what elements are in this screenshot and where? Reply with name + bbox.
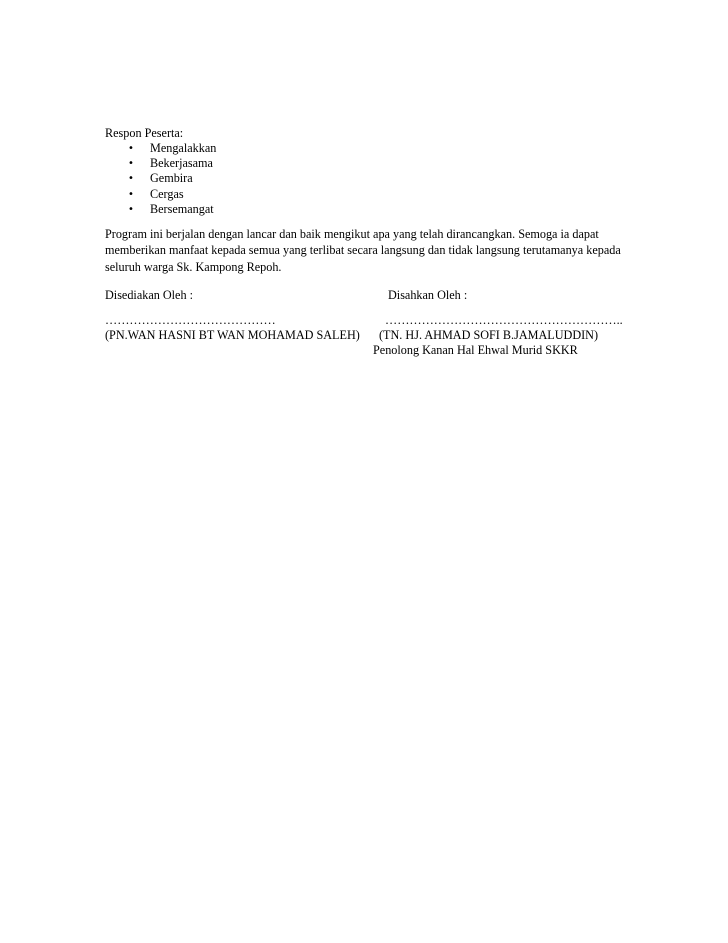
- bullet-icon: •: [128, 158, 134, 170]
- list-item: [128, 201, 214, 217]
- list-item: [128, 186, 184, 202]
- bullet-icon: •: [128, 203, 134, 215]
- list-item-text: Cergas: [150, 186, 184, 201]
- summary-paragraph: [105, 226, 625, 275]
- list-item: [128, 156, 213, 171]
- prepared-signature-line: ……………………………………: [105, 313, 276, 327]
- list-item: [128, 141, 217, 156]
- list-item-text: Bekerjasama: [150, 156, 213, 171]
- list-item-text: Gembira: [150, 171, 193, 186]
- paragraph-line: memberikan manfaat kepada semua yang terlibat secara langsung dan tidak langsung terutamanya kepada: [105, 243, 621, 258]
- bullet-icon: •: [128, 173, 134, 185]
- approved-by-name: (TN. HJ. AHMAD SOFI B.JAMALUDDIN): [379, 328, 599, 342]
- prepared-by-name: (PN.WAN HASNI BT WAN MOHAMAD SALEH): [105, 328, 360, 342]
- response-list: [128, 141, 217, 217]
- approved-by-label: Disahkan Oleh :: [388, 288, 468, 302]
- list-item-text: Bersemangat: [150, 201, 214, 216]
- bullet-icon: •: [128, 188, 134, 200]
- paragraph-line: Program ini berjalan dengan lancar dan baik mengikut apa yang telah dirancangkan. Semoga ia dapat: [105, 227, 599, 241]
- approved-signature-line: …………………………………………………..: [385, 313, 623, 327]
- list-item: [128, 171, 193, 186]
- paragraph-line: seluruh warga Sk. Kampong Repoh.: [105, 259, 282, 274]
- response-heading: Respon Peserta:: [105, 126, 184, 140]
- approved-by-role: Penolong Kanan Hal Ehwal Murid SKKR: [373, 343, 578, 357]
- list-item-text: Mengalakkan: [150, 141, 217, 155]
- bullet-icon: •: [128, 143, 134, 154]
- prepared-by-label: Disediakan Oleh :: [105, 288, 193, 302]
